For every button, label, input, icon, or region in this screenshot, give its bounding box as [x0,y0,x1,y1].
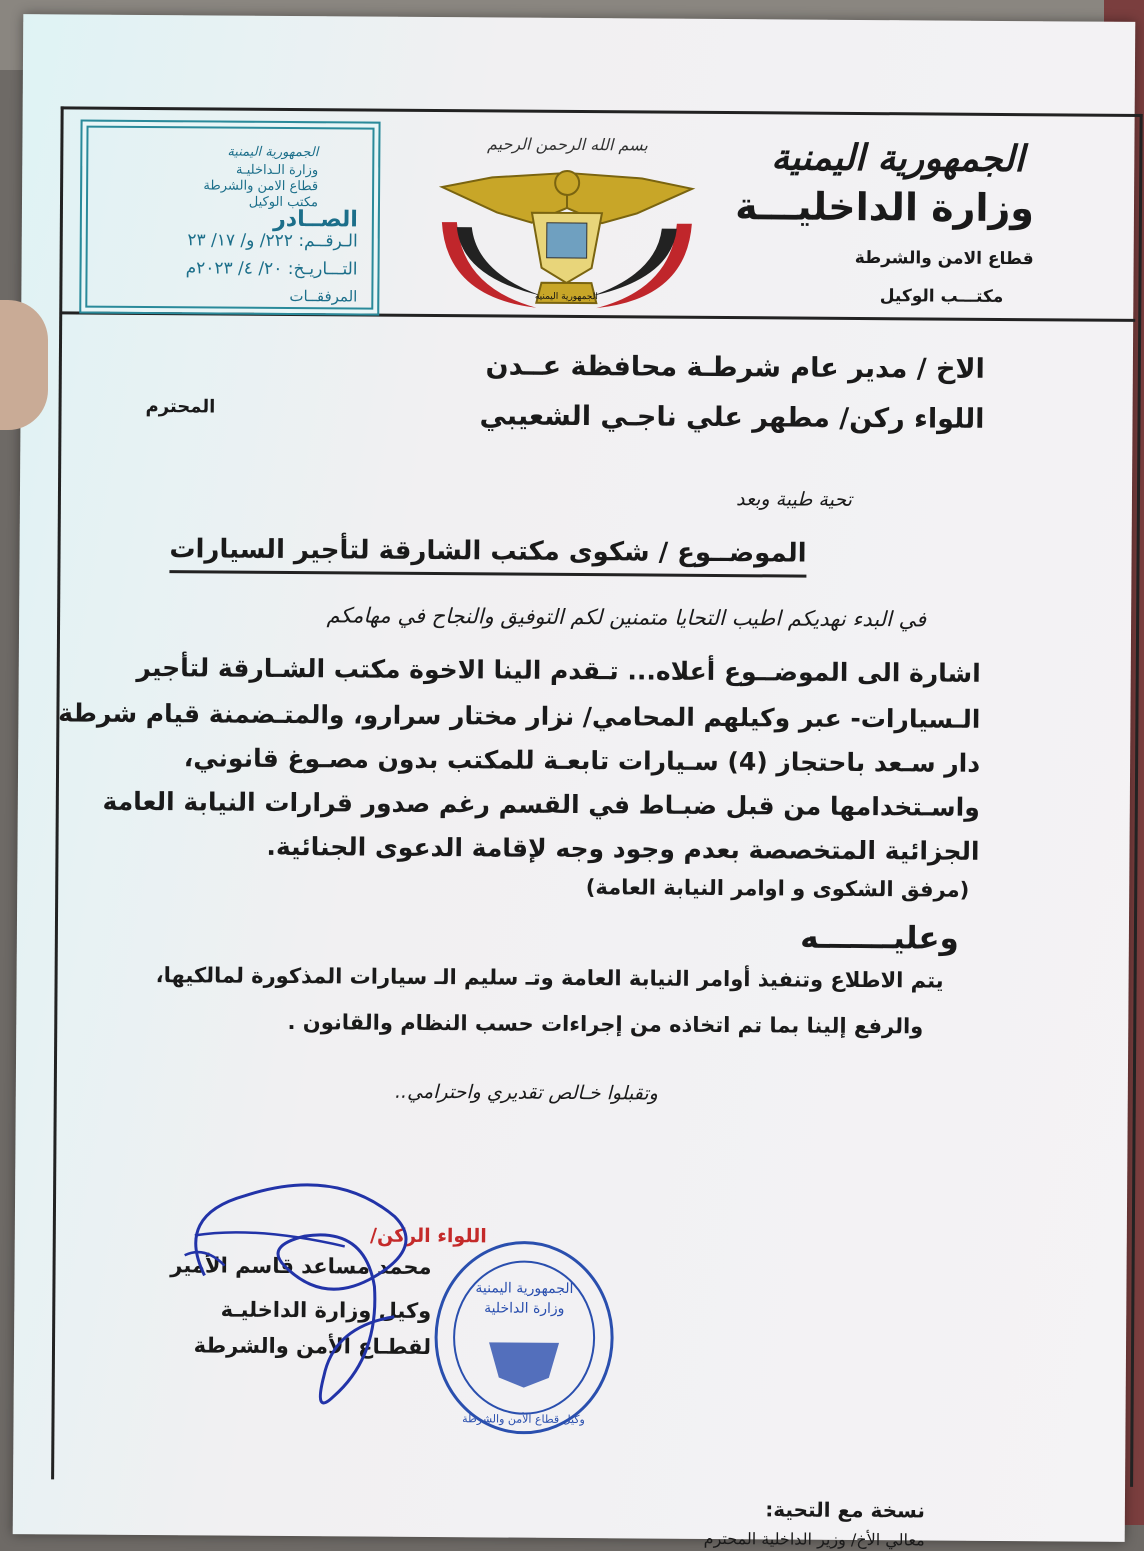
header-office: مكتـــب الوكيل [879,286,1004,307]
round-stamp-ring: وكيل قطاع الأمن والشرطة [462,1412,585,1427]
greeting: تحية طيبة وبعد [735,488,853,511]
attachment-note: (مرفق الشكوى و اوامر النيابة العامة) [585,875,970,902]
yemen-eagle-emblem-icon [421,127,712,319]
reference-attachments: المرفقــات [289,287,358,306]
stamp-outgoing: الصــادر [273,206,358,233]
therefore-heading: وعليـــــــه [800,919,960,957]
copies-first: معالي الأخ/ وزير الداخلية المحترم [703,1528,925,1550]
emblem-banner-text: الجمهورية اليمنية [534,291,598,303]
copies-label: نسخة مع التحية: [765,1497,925,1523]
signatory-rank: اللواء الركن/ [370,1224,487,1248]
addressee-honorific: المحترم [145,396,216,418]
body-line: دار سـعد باحتجاز (4) سـيارات تابعـة للمكتب بدون مصـوغ قانوني، [183,743,981,778]
reference-date: التـــاريـخ: ٢٠/ ٤/ ٢٠٢٣م [185,258,358,280]
order-line: يتم الاطلاع وتنفيذ أوامر النيابة العامة وتـ سليم الـ سيارات المذكورة لمالكيها، [155,963,944,993]
official-round-stamp [428,1237,619,1438]
closing-line: وتقبلوا خـالص تقديري واحترامي.. [394,1080,658,1105]
stamp-ministry: وزارة الـداخليـة [235,162,319,179]
signatory-name: محمد مساعد قاسم الأمير [170,1253,432,1280]
body-line: الجزائية المتخصصة بعدم وجود وجه لإقامة الدعوى الجنائية. [266,831,980,866]
body-line: الـسيارات- عبر وكيلهم المحامي/ نزار مختار سرارو، والمتـضمنة قيام شرطة [58,698,981,734]
order-line: والرفع إلينا بما تم اتخاذه من إجراءات حسب النظام والقانون . [287,1010,924,1039]
basmala: بسم الله الرحمن الرحيم [486,134,648,155]
addressee-line-2: اللواء ركن/ مطهر علي ناجـي الشعيبي [479,400,985,435]
signatory-title: وكيل وزارة الداخليـة [220,1297,432,1324]
letter-sheet [13,14,1136,1550]
addressee-line-1: الاخ / مدير عام شرطـة محافظة عــدن [485,350,985,385]
round-stamp-ministry: وزارة الداخلية [484,1300,565,1317]
subject-line: الموضــوع / شكوى مكتب الشارقة لتأجير السيارات [169,534,806,577]
body-line: اشارة الى الموضــوع أعلاه... تـقدم الينا الاخوة مكتب الشـارقة لتأجير [136,652,981,688]
body-line: واسـتخدامها من قبل ضبـاط في القسم رغم صدور قرارات النيابة العامة [102,786,980,822]
header-ministry: وزارة الداخليـــة [735,184,1035,231]
round-stamp-republic: الجمهورية اليمنية [475,1280,574,1298]
stamp-office: مكتب الوكيل [248,194,319,211]
stamp-republic: الجمهورية اليمنية [227,144,319,161]
header-republic: الجمهورية اليمنية [771,137,1025,181]
reference-stamp [79,120,380,316]
stamp-sector: قطاع الامن والشرطة [203,178,319,195]
signatory-sector: لقطـاع الأمن والشرطة [193,1333,432,1360]
reference-number: الـرقــم: ٢٢٢/ و/ ١٧/ ٢٣ [187,230,358,252]
header-sector: قطاع الامن والشرطة [854,247,1034,270]
intro-line: في البدء نهديكم اطيب التحايا متمنين لكم التوفيق والنجاح في مهامكم [326,603,927,632]
handwritten-signature [163,1155,455,1427]
holding-thumb [0,300,48,430]
